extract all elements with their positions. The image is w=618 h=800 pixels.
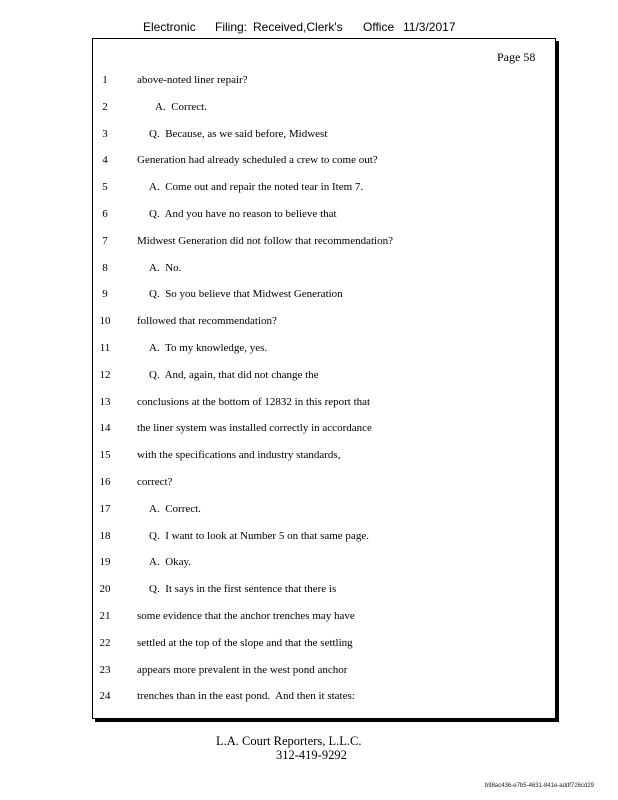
line-number: 21 — [99, 610, 111, 622]
line-number: 7 — [102, 234, 108, 247]
footer-company: L.A. Court Reporters, L.L.C. — [216, 734, 362, 748]
line-text: Q. So you believe that Midwest Generation — [149, 288, 343, 301]
transcript-line — [0, 556, 618, 572]
line-text: trenches than in the east pond. And then it states: — [137, 690, 355, 703]
transcript-line — [0, 637, 618, 653]
line-text: correct? — [137, 476, 173, 488]
transcript-line — [0, 422, 618, 438]
line-number: 9 — [102, 288, 108, 301]
transcript-line — [0, 235, 618, 251]
line-text: Q. It says in the first sentence that there is — [149, 583, 337, 596]
line-number: 19 — [99, 556, 111, 569]
transcript-line — [0, 128, 618, 144]
transcript-line — [0, 503, 618, 519]
stamp-date: 11/3/2017 — [403, 20, 456, 34]
stamp-received: Received,Clerk's — [253, 20, 343, 34]
line-number: 1 — [102, 74, 108, 86]
line-text: the liner system was installed correctly in accordance — [137, 422, 372, 435]
line-text: A. Correct. — [155, 100, 207, 113]
line-number: 13 — [99, 395, 111, 408]
transcript-line — [0, 262, 618, 278]
line-number: 2 — [102, 100, 108, 113]
transcript-line — [0, 610, 618, 626]
page-number: Page 58 — [497, 50, 536, 64]
line-text: Midwest Generation did not follow that recommendation? — [137, 234, 393, 247]
line-number: 8 — [102, 261, 108, 274]
line-text: A. To my knowledge, yes. — [149, 342, 268, 354]
line-number: 10 — [99, 315, 111, 328]
transcript-line — [0, 583, 618, 599]
line-text: A. Come out and repair the noted tear in Item 7. — [149, 181, 364, 194]
transcript-line — [0, 449, 618, 465]
footer-phone: 312-419-9292 — [276, 748, 347, 762]
transcript-line — [0, 154, 618, 170]
transcript-line — [0, 342, 618, 358]
line-number: 18 — [99, 529, 111, 542]
line-number: 11 — [99, 342, 111, 354]
line-text: above-noted liner repair? — [137, 74, 248, 86]
line-text: Q. And you have no reason to believe that — [149, 208, 337, 220]
transcript-line — [0, 74, 618, 90]
line-text: some evidence that the anchor trenches may have — [137, 610, 355, 622]
line-text: appears more prevalent in the west pond anchor — [137, 663, 348, 676]
stamp-office: Office — [363, 20, 395, 34]
document-hash: b98ac436-e7b5-4631-841e-addf726cd29 — [484, 783, 594, 789]
line-text: Q. And, again, that did not change the — [149, 368, 319, 381]
line-text: with the specifications and industry standards, — [137, 449, 341, 462]
line-text: Q. I want to look at Number 5 on that same page. — [149, 529, 369, 542]
transcript-line — [0, 476, 618, 492]
line-text: Q. Because, as we said before, Midwest — [149, 127, 328, 140]
line-number: 6 — [102, 208, 108, 220]
transcript-line — [0, 288, 618, 304]
line-number: 14 — [99, 422, 111, 435]
line-number: 23 — [99, 663, 111, 676]
line-number: 15 — [99, 449, 111, 462]
line-number: 4 — [102, 154, 108, 167]
line-text: Generation had already scheduled a crew to come out? — [137, 154, 378, 167]
line-text: followed that recommendation? — [137, 315, 277, 328]
line-number: 20 — [99, 583, 111, 596]
line-number: 3 — [102, 127, 108, 140]
line-number: 17 — [99, 502, 111, 515]
line-text: settled at the top of the slope and that the settling — [137, 636, 353, 649]
transcript-line — [0, 208, 618, 224]
line-text: A. Okay. — [149, 556, 192, 569]
line-text: conclusions at the bottom of 12832 in this report that — [137, 395, 371, 408]
line-number: 5 — [102, 181, 108, 194]
line-text: A. Correct. — [149, 502, 201, 515]
transcript-line — [0, 315, 618, 331]
transcript-line — [0, 664, 618, 680]
line-text: A. No. — [149, 261, 182, 274]
transcript-line — [0, 396, 618, 412]
transcript-line — [0, 181, 618, 197]
stamp-electronic: Electronic — [143, 20, 196, 34]
transcript-line — [0, 101, 618, 117]
transcript-line — [0, 690, 618, 706]
line-number: 24 — [99, 690, 111, 703]
line-number: 16 — [99, 476, 111, 488]
transcript-line — [0, 530, 618, 546]
line-number: 22 — [99, 636, 111, 649]
line-number: 12 — [99, 368, 111, 381]
transcript-line — [0, 369, 618, 385]
stamp-filing: Filing: — [215, 20, 248, 34]
